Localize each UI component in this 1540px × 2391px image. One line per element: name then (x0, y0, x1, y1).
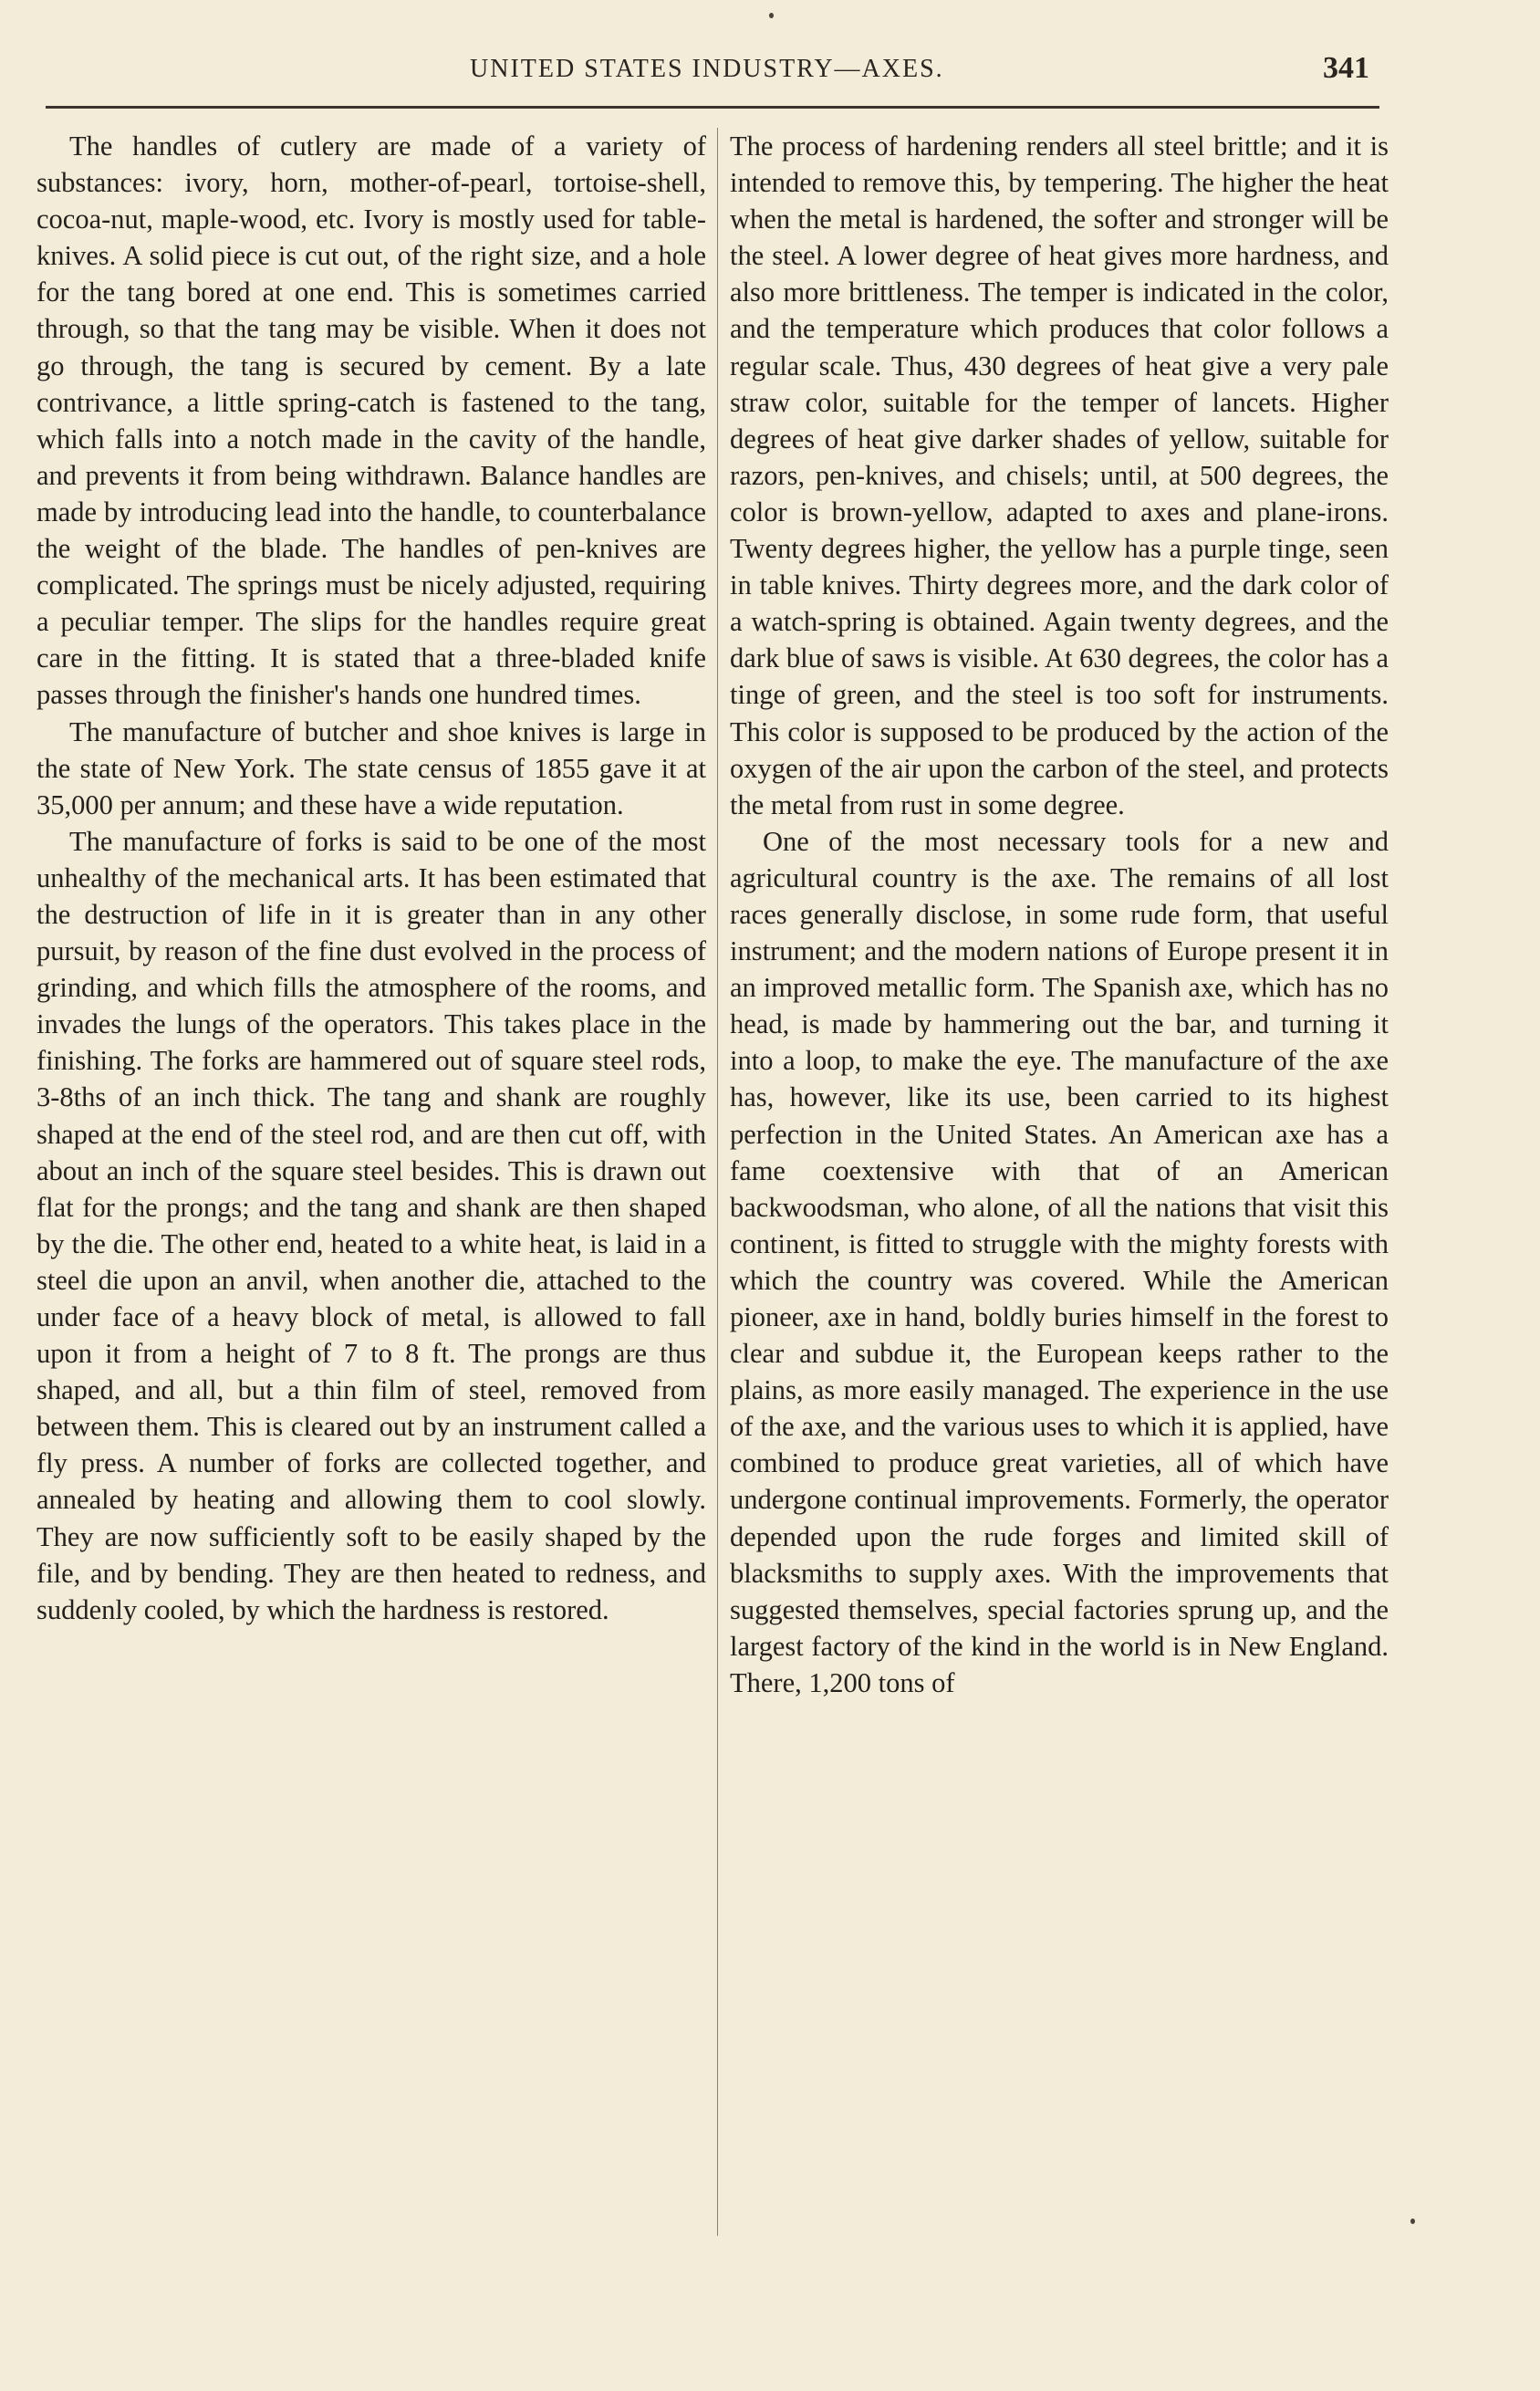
paragraph: The process of hardening renders all steel brittle; and it is intended to remove this, by tempering. The higher the heat when the metal is hardened, the softer and stronger will be the steel. A lower degree of heat gives more hardness, and also more brittleness. The temper is indicated in the color, and the temperature which produces that color follows a regular scale. Thus, 430 degrees of heat give a very pale straw color, suitable for the temper of lancets. Higher degrees of heat give darker shades of yellow, suitable for razors, pen-knives, and chisels; until, at 500 degrees, the color is brown-yellow, adapted to axes and plane-irons. Twenty degrees higher, the yellow has a purple tinge, seen in table knives. Thirty degrees more, and the dark color of a watch-spring is obtained. Again twenty degrees, and the dark blue of saws is visible. At 630 degrees, the color has a tinge of green, and the steel is too soft for instruments. This color is supposed to be produced by the action of the oxygen of the air upon the carbon of the steel, and protects the metal from rust in some degree. (730, 131, 1389, 820)
left-column (36, 128, 706, 1628)
paragraph: The handles of cutlery are made of a variety of substances: ivory, horn, mother-of-pearl, tortoise-shell, cocoa-nut, maple-wood, etc. Ivory is mostly used for table-knives. A solid piece is cut out, of the right size, and a hole for the tang bored at one end. This is sometimes carried through, so that the tang may be visible. When it does not go through, the tang is secured by cement. By a late contrivance, a little spring-catch is fastened to the tang, which falls into a notch made in the cavity of the handle, and prevents it from being withdrawn. Balance handles are made by introducing lead into the handle, to counterbalance the weight of the blade. The handles of pen-knives are complicated. The springs must be nicely adjusted, requiring a peculiar temper. The slips for the handles require great care in the fitting. It is stated that a three-bladed knife passes through the finisher's hands one hundred times. (36, 131, 706, 711)
column-divider (717, 128, 718, 2236)
header-rule (46, 106, 1379, 109)
paragraph: The manufacture of butcher and shoe knives is large in the state of New York. The state census of 1855 gave it at 35,000 per annum; and these have a wide reputation. (36, 715, 706, 820)
ink-speck (769, 13, 774, 18)
ink-speck (1410, 2219, 1415, 2224)
running-head: UNITED STATES INDUSTRY—AXES. (470, 55, 944, 83)
paragraph: The manufacture of forks is said to be one of the most unhealthy of the mechanical arts. It has been estimated that the destruction of life in it is greater than in any other pursuit, by reason of the fine dust evolved in the process of grinding, and which fills the atmosphere of the rooms, and invades the lungs of the operators. This takes place in the finishing. The forks are hammered out of square steel rods, 3-8ths of an inch thick. The tang and shank are roughly shaped at the end of the steel rod, and are then cut off, with about an inch of the square steel besides. This is drawn out flat for the prongs; and the tang and shank are then shaped by the die. The other end, heated to a white heat, is laid in a steel die upon an anvil, when another die, attached to the under face of a heavy block of metal, is allowed to fall upon it from a height of 7 to 8 ft. The prongs are thus shaped, and all, but a thin film of steel, removed from between them. This is cleared out by an instrument called a fly press. A number of forks are collected together, and annealed by heating and allowing them to cool slowly. They are now sufficiently soft to be easily shaped by the file, and by bending. They are then heated to redness, and suddenly cooled, by which the hardness is restored. (36, 825, 706, 1625)
page-header (0, 47, 1540, 102)
page-number: 341 (1323, 51, 1369, 85)
paragraph: One of the most necessary tools for a new and agricultural country is the axe. The remains of all lost races generally disclose, in some rude form, that useful instrument; and the modern nations of Europe present it in an improved metallic form. The Spanish axe, which has no head, is made by hammering out the bar, and turning it into a loop, to make the eye. The manufacture of the axe has, however, like its use, been carried to its highest perfection in the United States. An American axe has a fame coextensive with that of an American backwoodsman, who alone, of all the nations that visit this continent, is fitted to struggle with the mighty forests with which the country was covered. While the American pioneer, axe in hand, boldly buries himself in the forest to clear and subdue it, the European keeps rather to the plains, as more easily managed. The experience in the use of the axe, and the various uses to which it is applied, have combined to produce great varieties, all of which have undergone continual improvements. Formerly, the operator depended upon the rude forges and limited skill of blacksmiths to supply axes. With the improvements that suggested themselves, special factories sprung up, and the largest factory of the kind in the world is in New England. There, 1,200 tons of (730, 825, 1389, 1698)
right-column (730, 128, 1389, 1701)
